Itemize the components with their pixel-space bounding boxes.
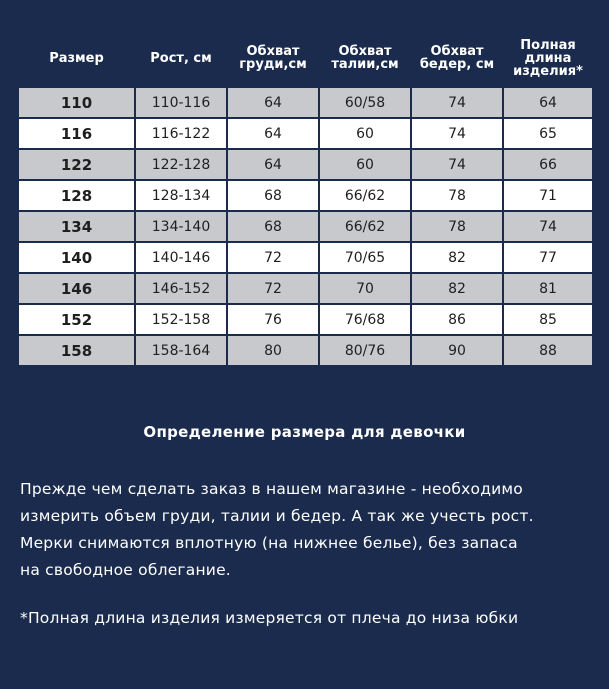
table-row [18, 335, 593, 366]
chest-cell: 72 [227, 242, 319, 273]
header-line: Обхват [246, 44, 300, 59]
table-row [18, 87, 593, 118]
table-row [18, 273, 593, 304]
table-body [18, 87, 593, 366]
length-cell: 74 [503, 211, 593, 242]
height-cell: 134-140 [135, 211, 227, 242]
header-line: Полная [520, 37, 576, 53]
length-cell: 65 [503, 118, 593, 149]
hips-cell: 90 [411, 335, 503, 366]
table-row [18, 180, 593, 211]
header-line: Размер [49, 50, 104, 66]
length-cell: 85 [503, 304, 593, 335]
header-line: Рост, см [150, 50, 212, 66]
header-line: талии,см [331, 57, 399, 72]
header-waist [319, 29, 411, 87]
header-line: Обхват [430, 44, 484, 59]
height-cell: 158-164 [135, 335, 227, 366]
size-cell: 140 [18, 242, 135, 273]
section-title: Определение размера для девочки [143, 423, 466, 441]
chest-cell: 68 [227, 211, 319, 242]
height-cell: 116-122 [135, 118, 227, 149]
size-cell: 122 [18, 149, 135, 180]
height-cell: 128-134 [135, 180, 227, 211]
paragraph-line: Мерки снимаются вплотную (на нижнее белье), без запаса [20, 534, 518, 552]
hips-cell: 74 [411, 149, 503, 180]
size-cell: 146 [18, 273, 135, 304]
chest-cell: 64 [227, 87, 319, 118]
size-cell: 134 [18, 211, 135, 242]
header-line: груди,см [239, 57, 307, 72]
length-cell: 71 [503, 180, 593, 211]
hips-cell: 82 [411, 242, 503, 273]
table-row [18, 211, 593, 242]
hips-cell: 74 [411, 118, 503, 149]
header-line: изделия* [513, 63, 583, 79]
header-line: бедер, см [419, 57, 495, 72]
size-cell: 152 [18, 304, 135, 335]
height-cell: 152-158 [135, 304, 227, 335]
size-cell: 110 [18, 87, 135, 118]
waist-cell: 76/68 [319, 304, 411, 335]
hips-cell: 86 [411, 304, 503, 335]
hips-cell: 78 [411, 211, 503, 242]
size-table [17, 28, 594, 367]
length-cell: 81 [503, 273, 593, 304]
waist-cell: 70/65 [319, 242, 411, 273]
length-cell: 88 [503, 335, 593, 366]
hips-cell: 78 [411, 180, 503, 211]
header-chest [227, 29, 319, 87]
hips-cell: 82 [411, 273, 503, 304]
header-line: длина [524, 50, 572, 66]
hips-cell: 74 [411, 87, 503, 118]
table-row [18, 149, 593, 180]
waist-cell: 60 [319, 149, 411, 180]
chest-cell: 72 [227, 273, 319, 304]
waist-cell: 70 [319, 273, 411, 304]
paragraph-line: измерить объем груди, талии и бедер. А так же учесть рост. [20, 507, 534, 525]
chest-cell: 64 [227, 118, 319, 149]
header-hips [411, 29, 503, 87]
table-row [18, 304, 593, 335]
paragraph-line: Прежде чем сделать заказ в нашем магазине - необходимо [20, 480, 523, 498]
instructions-paragraph [20, 476, 595, 584]
chest-cell: 80 [227, 335, 319, 366]
header-size [18, 29, 135, 87]
table-row [18, 118, 593, 149]
height-cell: 110-116 [135, 87, 227, 118]
waist-cell: 66/62 [319, 180, 411, 211]
table-row [18, 242, 593, 273]
header-length [503, 29, 593, 87]
waist-cell: 60/58 [319, 87, 411, 118]
size-cell: 158 [18, 335, 135, 366]
height-cell: 146-152 [135, 273, 227, 304]
table-header-row [18, 29, 593, 87]
size-cell: 128 [18, 180, 135, 211]
waist-cell: 80/76 [319, 335, 411, 366]
chest-cell: 64 [227, 149, 319, 180]
chest-cell: 76 [227, 304, 319, 335]
length-cell: 64 [503, 87, 593, 118]
height-cell: 122-128 [135, 149, 227, 180]
waist-cell: 60 [319, 118, 411, 149]
length-cell: 66 [503, 149, 593, 180]
header-line: Обхват [338, 44, 392, 59]
chest-cell: 68 [227, 180, 319, 211]
paragraph-line: на свободное облегание. [20, 561, 231, 579]
length-cell: 77 [503, 242, 593, 273]
height-cell: 140-146 [135, 242, 227, 273]
size-cell: 116 [18, 118, 135, 149]
header-height [135, 29, 227, 87]
footnote: *Полная длина изделия измеряется от плеча до низа юбки [20, 609, 519, 627]
waist-cell: 66/62 [319, 211, 411, 242]
